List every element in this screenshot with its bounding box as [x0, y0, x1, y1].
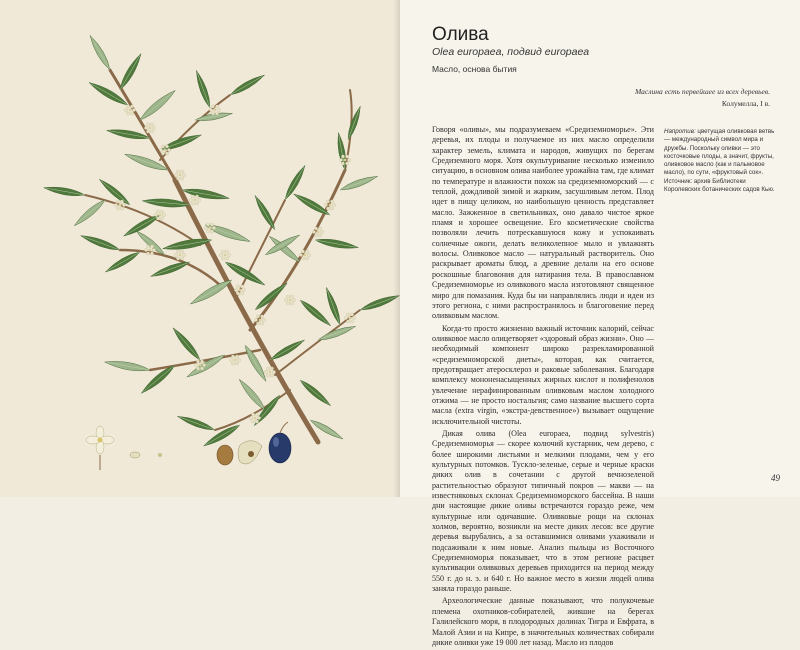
chapter-subheading: Масло, основа бытия	[432, 64, 517, 74]
page-title: Олива	[432, 24, 489, 45]
flower-center	[289, 299, 292, 302]
flower-center	[239, 289, 242, 292]
leaf-midrib	[241, 381, 265, 410]
flower-bud	[344, 316, 347, 319]
flower-bud	[182, 173, 185, 176]
flower-bud	[326, 207, 329, 210]
olive-leaf	[79, 232, 121, 253]
flower-bud	[194, 363, 197, 366]
flower-bud	[152, 126, 155, 129]
flower-bud	[260, 322, 263, 325]
flower-center	[224, 254, 227, 257]
flower-bud	[254, 318, 257, 321]
flower-bud	[126, 105, 129, 108]
flower-bud	[206, 230, 209, 233]
flower-bud	[152, 248, 155, 251]
flower-bud	[165, 145, 168, 148]
flower-center	[199, 364, 202, 367]
leaf-midrib	[101, 181, 130, 205]
stem	[275, 310, 360, 375]
flower-bud	[182, 253, 185, 256]
flower-bud	[286, 302, 289, 305]
flower-bud	[350, 313, 353, 316]
flower-bud	[225, 250, 228, 253]
leaf-midrib	[153, 262, 190, 276]
flower-bud	[180, 250, 183, 253]
flower-bud	[255, 420, 258, 423]
flower-bud	[196, 360, 199, 363]
flower-bud	[160, 217, 163, 220]
flower-bud	[160, 210, 163, 213]
flower-bud	[150, 245, 153, 248]
flower-center	[344, 159, 347, 162]
flower-bud	[229, 358, 232, 361]
leaf-midrib	[230, 76, 263, 95]
leaf-midrib	[83, 236, 120, 250]
flower-bud	[314, 234, 317, 237]
flower-bud	[176, 250, 179, 253]
flower-bud	[130, 105, 133, 108]
flower-bud	[242, 288, 245, 291]
flower-bud	[156, 210, 159, 213]
flower-bud	[156, 217, 159, 220]
olive-leaf	[170, 326, 202, 362]
olive-leaf	[345, 105, 363, 141]
flower-bud	[146, 252, 149, 255]
flower-center	[304, 254, 307, 257]
flower-bud	[290, 302, 293, 305]
flower-bud	[144, 126, 147, 129]
olive-pit	[217, 445, 233, 465]
flower-bud	[215, 105, 218, 108]
olive-leaf	[43, 184, 86, 198]
flower-bud	[256, 322, 259, 325]
flower-bud	[257, 416, 260, 419]
botanical-details	[86, 422, 291, 470]
olive-leaf	[138, 88, 178, 123]
flower-bud	[290, 295, 293, 298]
leaf-midrib	[193, 280, 232, 303]
leaf-midrib	[140, 92, 173, 120]
flower-bud	[174, 253, 177, 256]
flower-bud	[305, 257, 308, 260]
olive-leaf	[268, 337, 306, 363]
flower-bud	[341, 155, 344, 158]
paragraph: Говоря «оливы», мы подразумеваем «Средиземноморье». Эти деревья, их плоды и получаемое из них масло определили характер земель, климата и народов, живущих по берегам Средиземного моря. Хотя окультуривание несколько изменило ситуацию, в основном олива наиболее урожайна там, где климат по температуре и влажности похож на средиземноморский — с теплой, дождливой зимой и жарким, засушливым летом. Плод идет в пищу целиком, но наибольшую ценность представляет масло. Зажженное в светильниках, оно давало чистое яркое пламя и хорошее освещение. Его косметические свойства позволяли лечить потрескавшуюся кожу и успокаивать солнечные ожоги, делать великолепное мыло и увлажнять волосы. Оливковое масло — натуральный растворитель. Оно раскрывает ароматы блюд, а древние делали на его основе роскошные благовония для натирания тела. В православном Средиземноморье из оливкового масла изготовляют священное миро для помазания. Куда бы ни направлялись люди и идеи из этого региона, с ними распространялось и благоговение перед оливковым маслом.	[432, 125, 654, 321]
flower-bud	[227, 253, 230, 256]
olive-leaf	[193, 69, 213, 109]
bud	[130, 452, 140, 458]
flower-bud	[256, 315, 259, 318]
flower-bud	[324, 203, 327, 206]
flower-bud	[339, 158, 342, 161]
flower-center	[317, 231, 320, 234]
leaf-midrib	[174, 329, 200, 360]
flower-bud	[255, 413, 258, 416]
stem	[175, 180, 318, 442]
flower-bud	[312, 230, 315, 233]
flower-bud	[191, 195, 194, 198]
olive-leaf	[87, 34, 113, 72]
flower-bud	[200, 367, 203, 370]
flower-bud	[270, 367, 273, 370]
flower-bud	[284, 298, 287, 301]
seed	[158, 453, 162, 457]
flower-bud	[345, 162, 348, 165]
olive-leaf	[253, 280, 289, 312]
olive-leaf	[72, 198, 107, 229]
flower-bud	[154, 213, 157, 216]
flower-bud	[150, 252, 153, 255]
flower-bud	[266, 374, 269, 377]
flower-bud	[346, 320, 349, 323]
flower-cluster	[219, 250, 230, 260]
flower-center	[269, 371, 272, 374]
flower-bud	[120, 200, 123, 203]
olive-leaf	[252, 194, 278, 232]
flower-center	[159, 214, 162, 217]
flower-bud	[347, 158, 350, 161]
leaf-midrib	[265, 236, 298, 255]
page-number: 49	[771, 473, 780, 483]
flower-bud	[165, 152, 168, 155]
flower-bud	[120, 207, 123, 210]
flower-bud	[236, 292, 239, 295]
flower-bud	[346, 313, 349, 316]
leaf-midrib	[107, 252, 140, 271]
flower-bud	[114, 203, 117, 206]
olive-leaf	[298, 298, 333, 329]
olive-fruit-stalk	[280, 422, 288, 433]
text-page	[400, 0, 800, 647]
flower-bud	[332, 203, 335, 206]
leaf-midrib	[256, 197, 275, 230]
flower-bud	[352, 316, 355, 319]
olive-leaf	[189, 277, 234, 308]
flower-bud	[161, 145, 164, 148]
flower-bud	[159, 148, 162, 151]
leaf-midrib	[327, 289, 340, 325]
flower-bud	[176, 170, 179, 173]
flower-bud	[235, 355, 238, 358]
flower-bud	[221, 257, 224, 260]
flower-center	[164, 149, 167, 152]
leaf-midrib	[300, 380, 329, 404]
caption-sidenote	[664, 128, 779, 194]
olive-leaf	[185, 352, 227, 380]
flower-bud	[132, 108, 135, 111]
flower-bud	[237, 358, 240, 361]
flower-bud	[345, 155, 348, 158]
flower-bud	[314, 227, 317, 230]
flower-center	[349, 317, 352, 320]
leaf-midrib	[120, 55, 140, 90]
flower-bud	[326, 200, 329, 203]
flower-bud	[130, 112, 133, 115]
flower-bud	[146, 245, 149, 248]
flower-center	[194, 199, 197, 202]
flower-center	[254, 417, 257, 420]
flower-center	[329, 204, 332, 207]
flower-bud	[210, 230, 213, 233]
leaf-midrib	[125, 215, 160, 235]
epigraph	[550, 86, 770, 110]
stems	[85, 70, 360, 442]
flower-bud	[176, 177, 179, 180]
flower-bud	[180, 170, 183, 173]
flower-bud	[240, 292, 243, 295]
flower-center	[149, 127, 152, 130]
flower-bud	[210, 223, 213, 226]
flower-bud	[307, 253, 310, 256]
olive-leaf	[228, 72, 266, 98]
caption-text: цветущая оливковая ветвь — международный символ мира и дружбы. Поскольку оливки — это косточковые плоды, а значит, фрукты, оливковое масло (как и пальмовое масло), по сути, «фруктовый сок». Источник: архив Библиотеки Королевских ботанических садов Кью.	[664, 128, 775, 194]
flower-bud	[211, 105, 214, 108]
olive-flower-detail	[86, 426, 114, 454]
flower-bud	[272, 370, 275, 373]
flower-bud	[350, 320, 353, 323]
flower-bud	[235, 362, 238, 365]
flower-bud	[270, 374, 273, 377]
flower-bud	[212, 226, 215, 229]
flower-bud	[150, 123, 153, 126]
flower-bud	[225, 257, 228, 260]
body-text	[432, 125, 654, 650]
flower-bud	[146, 123, 149, 126]
flower-center	[129, 109, 132, 112]
flower-bud	[161, 152, 164, 155]
flower-bud	[266, 367, 269, 370]
olive-leaf	[339, 173, 379, 193]
flower-bud	[180, 257, 183, 260]
latin-name: Olea europaea, подвид europaea	[432, 46, 590, 58]
flower-bud	[197, 198, 200, 201]
flower-bud	[301, 257, 304, 260]
flower-bud	[146, 130, 149, 133]
flower-bud	[236, 285, 239, 288]
flower-bud	[234, 288, 237, 291]
flower-bud	[260, 315, 263, 318]
olive-branch-illustration	[0, 0, 400, 497]
caption-lead: Напротив:	[664, 128, 696, 135]
botanical-plate-page	[0, 0, 400, 497]
flower-cluster	[204, 223, 215, 233]
leaf-midrib	[76, 200, 105, 224]
olive-leaf	[104, 249, 142, 275]
flower-bud	[116, 200, 119, 203]
flower-bud	[318, 227, 321, 230]
flower-bud	[286, 295, 289, 298]
leaf-midrib	[300, 300, 329, 324]
flower-bud	[162, 213, 165, 216]
flower-bud	[196, 367, 199, 370]
leaf-midrib	[189, 355, 225, 376]
flower-bud	[217, 108, 220, 111]
olive-leaf	[298, 378, 333, 409]
flower-center	[234, 359, 237, 362]
flower-bud	[251, 413, 254, 416]
flower-bud	[231, 362, 234, 365]
olive-leaf	[176, 413, 216, 433]
paragraph: Археологические данные показывают, что полукочевые племена охотников-собирателей, жившие на берегах Галилейского моря, в плодородных долинах Тигра и Евфрата, в Малой Азии и на Кипре, в значительных количествах собирали дикие оливки уже 19 000 лет назад. Масло из плодов	[432, 596, 654, 647]
epigraph-quote: Маслина есть первейшее из всех деревьев.	[635, 87, 770, 96]
flower-bud	[330, 207, 333, 210]
flower-bud	[231, 355, 234, 358]
olive-leaf	[237, 377, 268, 412]
flower-bud	[341, 162, 344, 165]
flower-bud	[330, 200, 333, 203]
olive-leaf	[282, 164, 308, 202]
flower-bud	[299, 253, 302, 256]
flower-bud	[189, 198, 192, 201]
flower-bud	[204, 226, 207, 229]
flower-bud	[191, 202, 194, 205]
flower-center	[179, 174, 182, 177]
paragraph: Дикая олива (Olea europaea, подвид sylvestris) Средиземноморья — скорее колючий кустарник, чем дерево, с более широкими листьями и мелкими плодами, чем у его культурных потомков. Тускло-зеленые, серые и черные краски диких олив в сочетании с другой вечнозеленой растительностью образуют типичный покров — макви — на известняковых склонах Средиземноморского бассейна. В наши дни настоящие дикие оливы встречаются гораздо реже, чем культурные или одичавшие. Оливковые рощи на склонах холмов, вероятно, возникли на месте диких лесов: все другие деревья вырубались, а за оставшимися оливами ухаживали и подсаживали к ним новые. Анализ пыльцы из Восточного Средиземноморья показывает, что в этом регионе расцвет культивации оливковых деревьев приходится на период между 550 г. до н. э. и 640 г. Но важное место в жизни людей олива заняла гораздо раньше.	[432, 428, 654, 594]
leaf-midrib	[197, 72, 210, 108]
flower-stamen	[98, 438, 103, 443]
flower-bud	[202, 363, 205, 366]
flower-bud	[264, 370, 267, 373]
leaf-midrib	[91, 37, 110, 70]
olive-half-pit	[248, 451, 254, 457]
flower-bud	[200, 360, 203, 363]
flower-bud	[195, 202, 198, 205]
flower-clusters	[114, 105, 355, 423]
flower-bud	[221, 250, 224, 253]
flower-bud	[180, 177, 183, 180]
flower-bud	[305, 250, 308, 253]
paragraph: Когда-то просто жизненно важный источник калорий, сейчас оливковое масло олицетворяет «здоровый образ жизни». Оно — необходимый компонент широко разрекламированной «средиземноморской диеты», которая, как считается, предотвращает атеросклероз и раковые заболевания. Благодаря комплексу мононенасыщенных жирных кислот и полифенолов увлечение нерафинированным оливковым маслом холодного отжима — не просто ностальгия; само название высшего сорта масла (extra virgin, «экстра-девственное») вызывает ощущение исключительной чистоты.	[432, 323, 654, 426]
flower-bud	[301, 250, 304, 253]
flower-bud	[209, 108, 212, 111]
flower-center	[119, 204, 122, 207]
flower-bud	[206, 223, 209, 226]
olive-leaf	[104, 358, 151, 373]
flower-center	[179, 254, 182, 257]
epigraph-attribution: Колумелла, I в.	[721, 99, 770, 108]
olive-leaf	[314, 237, 359, 252]
flower-cluster	[284, 295, 295, 305]
flower-bud	[240, 285, 243, 288]
flower-bud	[262, 318, 265, 321]
flower-bud	[219, 253, 222, 256]
flower-center	[149, 249, 152, 252]
flower-bud	[124, 108, 127, 111]
flower-bud	[249, 416, 252, 419]
leaf-midrib	[179, 417, 215, 430]
flower-bud	[215, 112, 218, 115]
flower-bud	[318, 234, 321, 237]
leaf-midrib	[348, 108, 360, 140]
flower-center	[214, 109, 217, 112]
flower-center	[209, 227, 212, 230]
olive-fruit-highlight	[273, 437, 279, 447]
flower-bud	[320, 230, 323, 233]
leaves	[43, 34, 401, 449]
flower-bud	[167, 148, 170, 151]
flower-bud	[251, 420, 254, 423]
flower-bud	[150, 130, 153, 133]
flower-bud	[195, 195, 198, 198]
leaf-midrib	[360, 296, 397, 310]
flower-bud	[126, 112, 129, 115]
flower-bud	[116, 207, 119, 210]
leaf-midrib	[340, 177, 376, 190]
olive-bud-detail	[130, 452, 162, 458]
olive-fruit	[269, 433, 291, 463]
flower-bud	[144, 248, 147, 251]
flower-bud	[122, 203, 125, 206]
flower-center	[259, 319, 262, 322]
flower-bud	[174, 173, 177, 176]
flower-bud	[176, 257, 179, 260]
flower-bud	[292, 298, 295, 301]
olive-leaf	[117, 52, 144, 92]
flower-bud	[211, 112, 214, 115]
olive-leaf	[181, 186, 230, 202]
